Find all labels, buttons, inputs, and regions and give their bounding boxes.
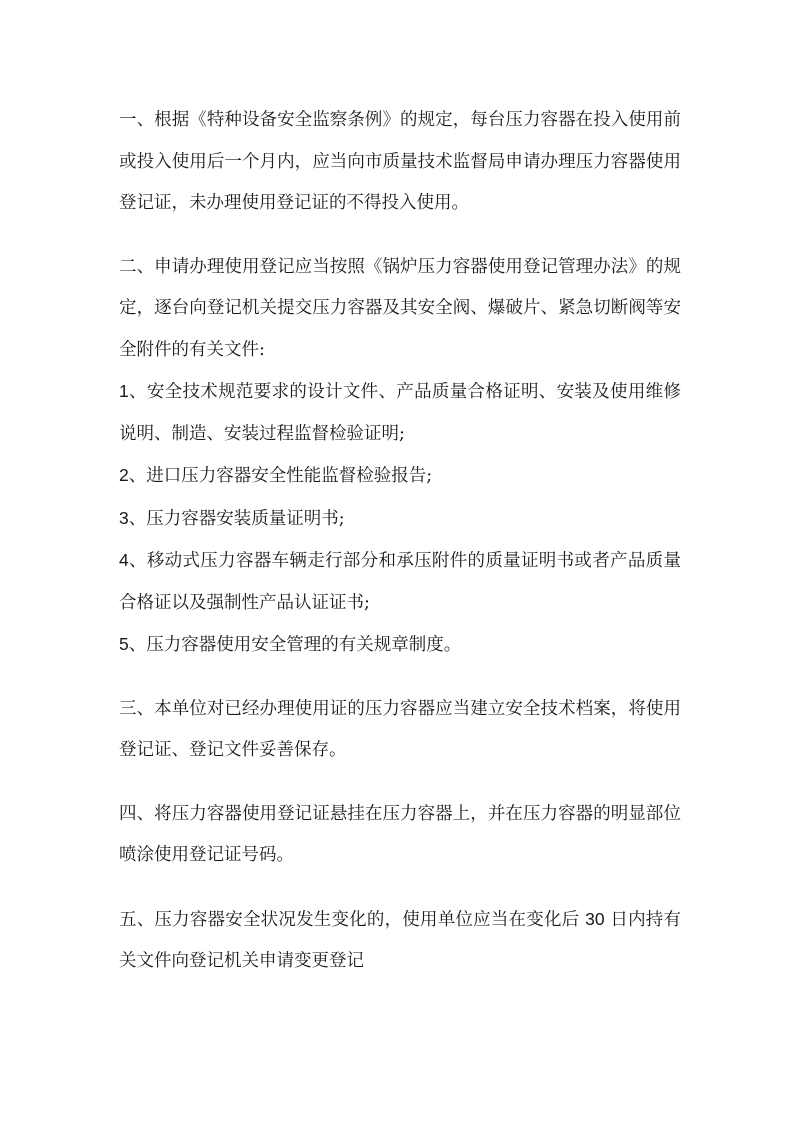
list-number: 3	[119, 507, 129, 528]
list-text: 、移动式压力容器车辆走行部分和承压附件的质量证明书或者产品质量合格证以及强制性产品认证证书;	[119, 551, 681, 613]
paragraph-gap	[119, 877, 681, 899]
list-text: 、进口压力容器安全性能监督检验报告;	[128, 466, 433, 486]
paragraph-gap	[119, 667, 681, 689]
paragraph-gap	[119, 772, 681, 794]
list-number: 5	[119, 634, 129, 654]
document-page	[119, 100, 681, 983]
section-2-paragraph: 二、申请办理使用登记应当按照《锅炉压力容器使用登记管理办法》的规定，逐台向登记机关提交压力容器及其安全阀、爆破片、紧急切断阀等安全附件的有关文件:	[119, 256, 681, 360]
section-3-paragraph: 三、本单位对已经办理使用证的压力容器应当建立安全技术档案，将使用登记证、登记文件妥善保存。	[119, 698, 681, 760]
list-item-2	[119, 455, 681, 498]
list-text: 、安全技术规范要求的设计文件、产品质量合格证明、安装及使用维修说明、制造、安装过程监督检验证明;	[119, 382, 681, 444]
list-text: 、压力容器安装质量证明书;	[128, 508, 345, 529]
day-count: 30	[585, 908, 605, 929]
list-number: 1	[119, 381, 129, 401]
list-item-1	[119, 371, 681, 455]
paragraph-gap	[119, 225, 681, 247]
list-number: 2	[119, 465, 129, 485]
list-number: 4	[119, 550, 129, 570]
list-item-4	[119, 540, 681, 624]
section-5-paragraph	[119, 899, 681, 983]
section-5-text-before: 五、压力容器安全状况发生变化的，使用单位应当在变化后	[119, 909, 586, 930]
section-4-paragraph: 四、将压力容器使用登记证悬挂在压力容器上，并在压力容器的明显部位喷涂使用登记证号码。	[119, 803, 681, 865]
section-5-text-after: 日内持有关文件向登记机关申请变更登记	[119, 909, 681, 971]
list-item-5	[119, 624, 681, 667]
list-text: 、压力容器使用安全管理的有关规章制度。	[128, 635, 462, 655]
list-item-3	[119, 498, 681, 541]
section-1-paragraph: 一、根据《特种设备安全监察条例》的规定，每台压力容器在投入使用前或投入使用后一个月内，应当向市质量技术监督局申请办理压力容器使用登记证，未办理使用登记证的不得投入使用。	[119, 110, 681, 213]
